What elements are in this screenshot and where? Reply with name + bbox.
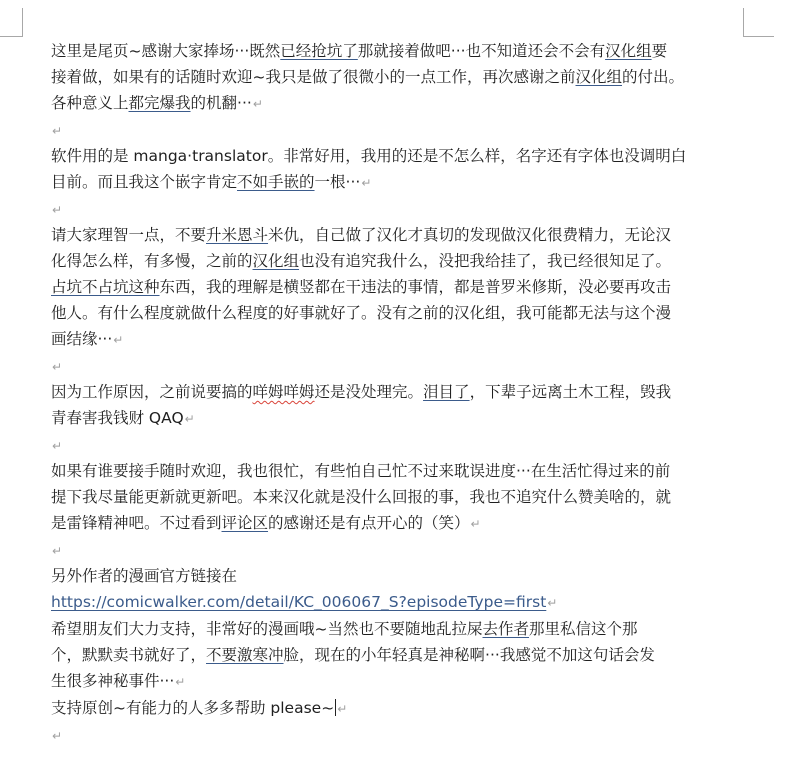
empty-paragraph[interactable] xyxy=(51,722,751,748)
empty-paragraph[interactable] xyxy=(51,117,751,143)
text-run: 的机翻··· xyxy=(190,94,252,112)
text-line xyxy=(51,510,751,537)
paragraph-mark-icon: ↵ xyxy=(175,675,186,689)
text-line xyxy=(51,379,751,405)
text-run: 希望朋友们大力支持，非常好的漫画哦~当然也不要随地乱拉屎 xyxy=(51,620,483,638)
text-run: ，下辈子远离土木工程，毁我 xyxy=(469,383,672,401)
proofing-underlined-text: 评论区 xyxy=(221,514,269,532)
crop-mark-top-left-horizontal xyxy=(0,36,22,37)
text-run: 是雷锋精神吧。不过看到 xyxy=(51,514,222,532)
text-line xyxy=(51,300,751,326)
text-run: 那就接着做吧···也不知道还会不会有 xyxy=(357,42,606,60)
text-line xyxy=(51,64,751,90)
paragraph-mark-icon: ↵ xyxy=(252,97,263,111)
text-run: 那里私信这个那 xyxy=(529,620,638,638)
paragraph-mark-icon: ↵ xyxy=(361,176,372,190)
text-run: 各种意义上 xyxy=(51,94,129,112)
text-line xyxy=(51,589,751,616)
paragraph-mark-icon: ↵ xyxy=(52,360,63,374)
text-run: 他人。有什么程度就做什么程度的好事就好了。没有之前的汉化组，我可能都无法与这个漫 xyxy=(51,304,672,322)
text-paragraph[interactable] xyxy=(51,695,751,722)
text-paragraph[interactable] xyxy=(51,379,751,432)
proofing-underlined-text: 都完爆我 xyxy=(128,94,191,112)
text-run: 请大家理智一点，不要 xyxy=(51,226,207,244)
text-run: 化得怎么样，有多慢，之前的 xyxy=(51,252,253,270)
proofing-underlined-text: 去作者 xyxy=(482,620,530,638)
proofing-underlined-text: 不要激寒冲 xyxy=(206,646,284,664)
empty-paragraph[interactable] xyxy=(51,353,751,379)
proofing-underlined-text: 汉化组 xyxy=(575,68,623,86)
text-line xyxy=(51,38,751,64)
paragraph-mark-icon: ↵ xyxy=(52,729,63,743)
text-paragraph[interactable] xyxy=(51,458,751,537)
proofing-underlined-text: 不如手嵌的 xyxy=(237,173,315,191)
text-line xyxy=(51,484,751,510)
text-run: 的付出。 xyxy=(622,68,685,86)
text-run: 脸，现在的小年轻真是神秘啊···我感觉不加这句话会发 xyxy=(283,646,655,664)
proofing-underlined-text: 已经抢坑了 xyxy=(280,42,358,60)
paragraph-mark-icon: ↵ xyxy=(184,412,195,426)
text-line xyxy=(51,169,751,196)
text-line xyxy=(51,405,751,432)
text-line xyxy=(51,668,751,695)
crop-mark-top-right-horizontal xyxy=(744,36,774,37)
text-line xyxy=(51,274,751,300)
text-paragraph[interactable] xyxy=(51,589,751,616)
paragraph-mark-icon: ↵ xyxy=(337,702,348,716)
paragraph-mark-icon: ↵ xyxy=(547,596,558,610)
proofing-underlined-text: 汉化组 xyxy=(252,252,300,270)
proofing-underlined-text: 占坑不占坑这种 xyxy=(51,278,160,296)
text-run: 个，默默卖书就好了， xyxy=(51,646,207,664)
text-run: 一根··· xyxy=(314,173,361,191)
text-run: 也没有追究我什么，没把我给挂了，我已经很知足了。 xyxy=(299,252,672,270)
empty-paragraph[interactable] xyxy=(51,537,751,563)
text-line xyxy=(51,458,751,484)
text-run: 青春害我钱财 QAQ xyxy=(51,409,184,427)
crop-mark-top-right-vertical xyxy=(743,8,744,37)
text-run: 要 xyxy=(651,42,668,60)
proofing-underlined-text: 汉化组 xyxy=(605,42,652,60)
text-paragraph[interactable] xyxy=(51,222,751,353)
text-run: 东西，我的理解是横竖都在干违法的事情，都是普罗米修斯，没必要再攻击 xyxy=(159,278,672,296)
paragraph-mark-icon: ↵ xyxy=(52,203,63,217)
paragraph-mark-icon: ↵ xyxy=(52,439,63,453)
text-line xyxy=(51,695,751,722)
text-run: 米仇，自己做了汉化才真切的发现做汉化很费精力，无论汉 xyxy=(268,226,672,244)
text-paragraph[interactable] xyxy=(51,143,751,196)
text-run: 这里是尾页~感谢大家捧场···既然 xyxy=(51,42,281,60)
text-run: 接着做，如果有的话随时欢迎~我只是做了很微小的一点工作，再次感谢之前 xyxy=(51,68,576,86)
proofing-underlined-text: 升米恩斗 xyxy=(206,226,269,244)
text-line xyxy=(51,642,751,668)
paragraph-mark-icon: ↵ xyxy=(470,517,481,531)
text-run: 提下我尽量能更新就更新吧。本来汉化就是没什么回报的事，我也不追究什么赞美啥的，就 xyxy=(51,488,672,506)
text-line xyxy=(51,222,751,248)
paragraph-mark-icon: ↵ xyxy=(52,124,63,138)
text-line xyxy=(51,143,751,169)
text-paragraph[interactable] xyxy=(51,563,751,589)
text-run: 目前。而且我这个嵌字肯定 xyxy=(51,173,238,191)
text-paragraph[interactable] xyxy=(51,38,751,117)
text-line xyxy=(51,563,751,589)
text-run: 的感谢还是有点开心的（笑） xyxy=(268,514,470,532)
text-line xyxy=(51,326,751,353)
paragraph-mark-icon: ↵ xyxy=(52,544,63,558)
document-body[interactable] xyxy=(51,38,751,748)
text-run: 另外作者的漫画官方链接在 xyxy=(51,567,238,585)
hyperlink[interactable]: https://comicwalker.com/detail/KC_006067_S?episodeType=first xyxy=(51,593,547,611)
spelling-error-text[interactable]: 咩姆咩姆 xyxy=(252,383,315,401)
empty-paragraph[interactable] xyxy=(51,432,751,458)
text-run: 软件用的是 manga·translator。非常好用，我用的还是不怎么样，名字还有字体也没调明白 xyxy=(51,147,687,165)
empty-paragraph[interactable] xyxy=(51,196,751,222)
text-line xyxy=(51,90,751,117)
paragraph-mark-icon: ↵ xyxy=(113,333,124,347)
crop-mark-top-left-vertical xyxy=(22,8,23,37)
text-run: 还是没处理完。 xyxy=(314,383,424,401)
text-run: 支持原创~有能力的人多多帮助 please~ xyxy=(51,699,335,717)
text-line xyxy=(51,248,751,274)
text-run: 如果有谁要接手随时欢迎，我也很忙，有些怕自己忙不过来耽误进度···在生活忙得过来的前 xyxy=(51,462,671,480)
proofing-underlined-text: 泪目了 xyxy=(423,383,470,401)
text-line xyxy=(51,616,751,642)
text-run: 画结缘··· xyxy=(51,330,113,348)
text-paragraph[interactable] xyxy=(51,616,751,695)
text-run: 生很多神秘事件··· xyxy=(51,672,175,690)
text-run: 因为工作原因，之前说要搞的 xyxy=(51,383,253,401)
